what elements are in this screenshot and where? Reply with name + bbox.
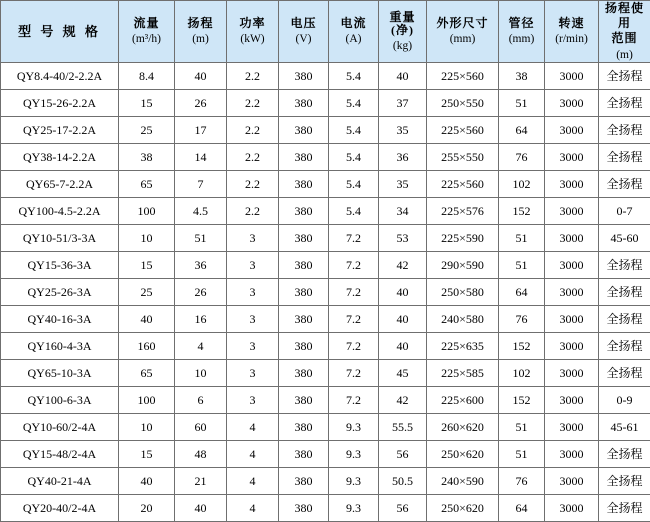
cell-current: 5.4 — [329, 117, 379, 144]
cell-power: 2.2 — [227, 144, 279, 171]
cell-flow: 15 — [119, 90, 175, 117]
cell-model: QY10-60/2-4A — [1, 414, 119, 441]
cell-head: 7 — [175, 171, 227, 198]
cell-flow: 15 — [119, 252, 175, 279]
table-row — [1, 441, 650, 468]
column-header-dimensions — [427, 1, 499, 63]
cell-current: 5.4 — [329, 171, 379, 198]
cell-pipe-diameter: 51 — [499, 252, 545, 279]
table-row — [1, 468, 650, 495]
cell-voltage: 380 — [279, 63, 329, 90]
cell-speed: 3000 — [545, 171, 599, 198]
table-row — [1, 333, 650, 360]
cell-power: 3 — [227, 360, 279, 387]
cell-dimensions: 250×550 — [427, 90, 499, 117]
column-header-power — [227, 1, 279, 63]
cell-voltage: 380 — [279, 117, 329, 144]
cell-speed: 3000 — [545, 279, 599, 306]
table-row — [1, 117, 650, 144]
cell-voltage: 380 — [279, 441, 329, 468]
cell-head-range: 0-7 — [599, 198, 650, 225]
cell-flow: 25 — [119, 117, 175, 144]
cell-speed: 3000 — [545, 90, 599, 117]
column-header-pipe-diameter — [499, 1, 545, 63]
column-header-current — [329, 1, 379, 63]
cell-head: 6 — [175, 387, 227, 414]
column-header-weight-sub: (净) — [379, 24, 426, 37]
cell-weight: 42 — [379, 387, 427, 414]
cell-pipe-diameter: 76 — [499, 306, 545, 333]
table-row — [1, 252, 650, 279]
table-row — [1, 63, 650, 90]
cell-dimensions: 225×560 — [427, 117, 499, 144]
cell-weight: 45 — [379, 360, 427, 387]
cell-model: QY100-6-3A — [1, 387, 119, 414]
cell-power: 3 — [227, 333, 279, 360]
cell-flow: 65 — [119, 360, 175, 387]
column-header-dimensions-unit: (mm) — [427, 33, 498, 46]
cell-head-range: 45-60 — [599, 225, 650, 252]
column-header-dimensions-label: 外形尺寸 — [427, 17, 498, 30]
cell-model: QY15-26-2.2A — [1, 90, 119, 117]
cell-pipe-diameter: 51 — [499, 90, 545, 117]
cell-head-range: 全扬程 — [599, 468, 650, 495]
cell-power: 2.2 — [227, 171, 279, 198]
cell-current: 5.4 — [329, 144, 379, 171]
cell-voltage: 380 — [279, 387, 329, 414]
cell-voltage: 380 — [279, 360, 329, 387]
column-header-weight — [379, 1, 427, 63]
column-header-flow-label: 流量 — [119, 17, 174, 30]
cell-power: 4 — [227, 414, 279, 441]
cell-flow: 65 — [119, 171, 175, 198]
cell-speed: 3000 — [545, 117, 599, 144]
cell-speed: 3000 — [545, 441, 599, 468]
cell-model: QY100-4.5-2.2A — [1, 198, 119, 225]
cell-dimensions: 225×560 — [427, 63, 499, 90]
column-header-pipe-diameter-unit: (mm) — [499, 33, 544, 46]
cell-head: 51 — [175, 225, 227, 252]
cell-weight: 34 — [379, 198, 427, 225]
cell-pipe-diameter: 64 — [499, 279, 545, 306]
cell-model: QY40-16-3A — [1, 306, 119, 333]
cell-speed: 3000 — [545, 252, 599, 279]
cell-voltage: 380 — [279, 171, 329, 198]
cell-dimensions: 290×590 — [427, 252, 499, 279]
cell-pipe-diameter: 102 — [499, 360, 545, 387]
cell-model: QY65-10-3A — [1, 360, 119, 387]
cell-power: 3 — [227, 225, 279, 252]
cell-weight: 55.5 — [379, 414, 427, 441]
cell-head-range: 全扬程 — [599, 90, 650, 117]
cell-current: 7.2 — [329, 333, 379, 360]
cell-weight: 42 — [379, 252, 427, 279]
cell-voltage: 380 — [279, 144, 329, 171]
cell-speed: 3000 — [545, 387, 599, 414]
cell-weight: 40 — [379, 279, 427, 306]
cell-weight: 50.5 — [379, 468, 427, 495]
cell-speed: 3000 — [545, 495, 599, 522]
table-row — [1, 414, 650, 441]
cell-speed: 3000 — [545, 468, 599, 495]
cell-head-range: 全扬程 — [599, 306, 650, 333]
cell-pipe-diameter: 152 — [499, 333, 545, 360]
table-row — [1, 360, 650, 387]
cell-head-range: 45-61 — [599, 414, 650, 441]
cell-pipe-diameter: 76 — [499, 144, 545, 171]
cell-dimensions: 225×635 — [427, 333, 499, 360]
cell-current: 7.2 — [329, 387, 379, 414]
column-header-power-label: 功率 — [227, 17, 278, 30]
cell-speed: 3000 — [545, 198, 599, 225]
cell-dimensions: 225×600 — [427, 387, 499, 414]
cell-voltage: 380 — [279, 252, 329, 279]
cell-head-range: 全扬程 — [599, 279, 650, 306]
column-header-head-range — [599, 1, 650, 63]
cell-head-range: 全扬程 — [599, 360, 650, 387]
cell-weight: 40 — [379, 306, 427, 333]
cell-dimensions: 260×620 — [427, 414, 499, 441]
cell-speed: 3000 — [545, 306, 599, 333]
column-header-flow — [119, 1, 175, 63]
column-header-speed-label: 转速 — [545, 17, 598, 30]
cell-pipe-diameter: 38 — [499, 63, 545, 90]
cell-head: 10 — [175, 360, 227, 387]
cell-head: 40 — [175, 63, 227, 90]
cell-head-range: 全扬程 — [599, 333, 650, 360]
table-row — [1, 279, 650, 306]
cell-head: 40 — [175, 495, 227, 522]
cell-pipe-diameter: 51 — [499, 225, 545, 252]
cell-flow: 100 — [119, 387, 175, 414]
cell-pipe-diameter: 152 — [499, 198, 545, 225]
cell-weight: 53 — [379, 225, 427, 252]
cell-weight: 35 — [379, 117, 427, 144]
column-header-head-range-unit: (m) — [599, 49, 650, 62]
table-row — [1, 225, 650, 252]
column-header-model — [1, 1, 119, 63]
cell-model: QY65-7-2.2A — [1, 171, 119, 198]
cell-voltage: 380 — [279, 414, 329, 441]
cell-current: 5.4 — [329, 198, 379, 225]
cell-dimensions: 225×576 — [427, 198, 499, 225]
cell-head-range: 全扬程 — [599, 171, 650, 198]
cell-dimensions: 240×580 — [427, 306, 499, 333]
cell-pipe-diameter: 102 — [499, 171, 545, 198]
cell-head-range: 全扬程 — [599, 63, 650, 90]
cell-speed: 3000 — [545, 360, 599, 387]
cell-dimensions: 250×580 — [427, 279, 499, 306]
table-body — [1, 63, 650, 522]
table-row — [1, 171, 650, 198]
cell-power: 3 — [227, 306, 279, 333]
column-header-weight-unit: (kg) — [379, 40, 426, 53]
cell-flow: 25 — [119, 279, 175, 306]
cell-voltage: 380 — [279, 198, 329, 225]
cell-head: 4 — [175, 333, 227, 360]
column-header-current-unit: (A) — [329, 33, 378, 46]
table-row — [1, 144, 650, 171]
cell-head-range: 全扬程 — [599, 144, 650, 171]
cell-speed: 3000 — [545, 225, 599, 252]
table-row — [1, 198, 650, 225]
cell-power: 3 — [227, 279, 279, 306]
cell-flow: 40 — [119, 468, 175, 495]
cell-current: 7.2 — [329, 279, 379, 306]
cell-power: 2.2 — [227, 63, 279, 90]
column-header-head-label: 扬程 — [175, 17, 226, 30]
cell-flow: 38 — [119, 144, 175, 171]
cell-current: 9.3 — [329, 414, 379, 441]
cell-power: 3 — [227, 252, 279, 279]
cell-power: 2.2 — [227, 117, 279, 144]
column-header-head-unit: (m) — [175, 33, 226, 46]
cell-model: QY20-40/2-4A — [1, 495, 119, 522]
cell-current: 9.3 — [329, 495, 379, 522]
cell-flow: 10 — [119, 225, 175, 252]
column-header-speed — [545, 1, 599, 63]
cell-power: 3 — [227, 387, 279, 414]
cell-head-range: 全扬程 — [599, 117, 650, 144]
cell-pipe-diameter: 152 — [499, 387, 545, 414]
column-header-voltage-label: 电压 — [279, 17, 328, 30]
cell-weight: 35 — [379, 171, 427, 198]
cell-pipe-diameter: 64 — [499, 495, 545, 522]
cell-weight: 56 — [379, 441, 427, 468]
cell-head: 60 — [175, 414, 227, 441]
column-header-speed-unit: (r/min) — [545, 33, 598, 46]
cell-current: 7.2 — [329, 360, 379, 387]
cell-head-range: 0-9 — [599, 387, 650, 414]
cell-voltage: 380 — [279, 90, 329, 117]
cell-speed: 3000 — [545, 414, 599, 441]
cell-voltage: 380 — [279, 279, 329, 306]
cell-voltage: 380 — [279, 225, 329, 252]
cell-weight: 36 — [379, 144, 427, 171]
cell-head: 26 — [175, 90, 227, 117]
cell-head-range: 全扬程 — [599, 252, 650, 279]
cell-speed: 3000 — [545, 333, 599, 360]
column-header-weight-label: 重量 — [379, 11, 426, 24]
cell-flow: 160 — [119, 333, 175, 360]
cell-model: QY25-26-3A — [1, 279, 119, 306]
column-header-voltage — [279, 1, 329, 63]
column-header-power-unit: (kW) — [227, 33, 278, 46]
cell-dimensions: 225×585 — [427, 360, 499, 387]
cell-pipe-diameter: 51 — [499, 414, 545, 441]
cell-power: 4 — [227, 468, 279, 495]
cell-pipe-diameter: 51 — [499, 441, 545, 468]
cell-weight: 40 — [379, 333, 427, 360]
column-header-head-range-label: 扬程使用 — [599, 1, 650, 31]
cell-power: 4 — [227, 495, 279, 522]
cell-voltage: 380 — [279, 306, 329, 333]
cell-dimensions: 225×590 — [427, 225, 499, 252]
cell-power: 2.2 — [227, 90, 279, 117]
cell-power: 2.2 — [227, 198, 279, 225]
cell-pipe-diameter: 64 — [499, 117, 545, 144]
cell-dimensions: 250×620 — [427, 495, 499, 522]
cell-voltage: 380 — [279, 495, 329, 522]
cell-dimensions: 225×560 — [427, 171, 499, 198]
cell-flow: 40 — [119, 306, 175, 333]
cell-head: 26 — [175, 279, 227, 306]
cell-flow: 100 — [119, 198, 175, 225]
cell-dimensions: 255×550 — [427, 144, 499, 171]
cell-speed: 3000 — [545, 144, 599, 171]
cell-voltage: 380 — [279, 468, 329, 495]
cell-current: 9.3 — [329, 441, 379, 468]
column-header-pipe-diameter-label: 管径 — [499, 17, 544, 30]
column-header-voltage-unit: (V) — [279, 33, 328, 46]
table-row — [1, 387, 650, 414]
column-header-head-range-sub: 范围 — [599, 31, 650, 46]
cell-head: 17 — [175, 117, 227, 144]
cell-head-range: 全扬程 — [599, 495, 650, 522]
cell-speed: 3000 — [545, 63, 599, 90]
cell-head: 14 — [175, 144, 227, 171]
cell-current: 5.4 — [329, 90, 379, 117]
cell-model: QY38-14-2.2A — [1, 144, 119, 171]
column-header-flow-unit: (m³/h) — [119, 33, 174, 46]
cell-current: 9.3 — [329, 468, 379, 495]
cell-model: QY8.4-40/2-2.2A — [1, 63, 119, 90]
cell-head: 36 — [175, 252, 227, 279]
cell-weight: 40 — [379, 63, 427, 90]
table-header — [1, 1, 650, 63]
cell-current: 5.4 — [329, 63, 379, 90]
cell-flow: 8.4 — [119, 63, 175, 90]
cell-head: 16 — [175, 306, 227, 333]
cell-weight: 37 — [379, 90, 427, 117]
cell-head-range: 全扬程 — [599, 441, 650, 468]
cell-pipe-diameter: 76 — [499, 468, 545, 495]
cell-flow: 20 — [119, 495, 175, 522]
column-header-model-label: 型 号 规 格 — [1, 25, 118, 38]
cell-dimensions: 250×620 — [427, 441, 499, 468]
cell-model: QY160-4-3A — [1, 333, 119, 360]
column-header-head — [175, 1, 227, 63]
cell-head: 21 — [175, 468, 227, 495]
cell-model: QY40-21-4A — [1, 468, 119, 495]
cell-flow: 10 — [119, 414, 175, 441]
header-row — [1, 1, 650, 63]
cell-voltage: 380 — [279, 333, 329, 360]
column-header-current-label: 电流 — [329, 17, 378, 30]
cell-current: 7.2 — [329, 306, 379, 333]
table-row — [1, 495, 650, 522]
cell-model: QY10-51/3-3A — [1, 225, 119, 252]
cell-flow: 15 — [119, 441, 175, 468]
cell-weight: 56 — [379, 495, 427, 522]
cell-model: QY15-36-3A — [1, 252, 119, 279]
table-row — [1, 306, 650, 333]
cell-head: 48 — [175, 441, 227, 468]
cell-model: QY25-17-2.2A — [1, 117, 119, 144]
cell-head: 4.5 — [175, 198, 227, 225]
cell-model: QY15-48/2-4A — [1, 441, 119, 468]
cell-current: 7.2 — [329, 252, 379, 279]
cell-dimensions: 240×590 — [427, 468, 499, 495]
cell-current: 7.2 — [329, 225, 379, 252]
cell-power: 4 — [227, 441, 279, 468]
table-row — [1, 90, 650, 117]
